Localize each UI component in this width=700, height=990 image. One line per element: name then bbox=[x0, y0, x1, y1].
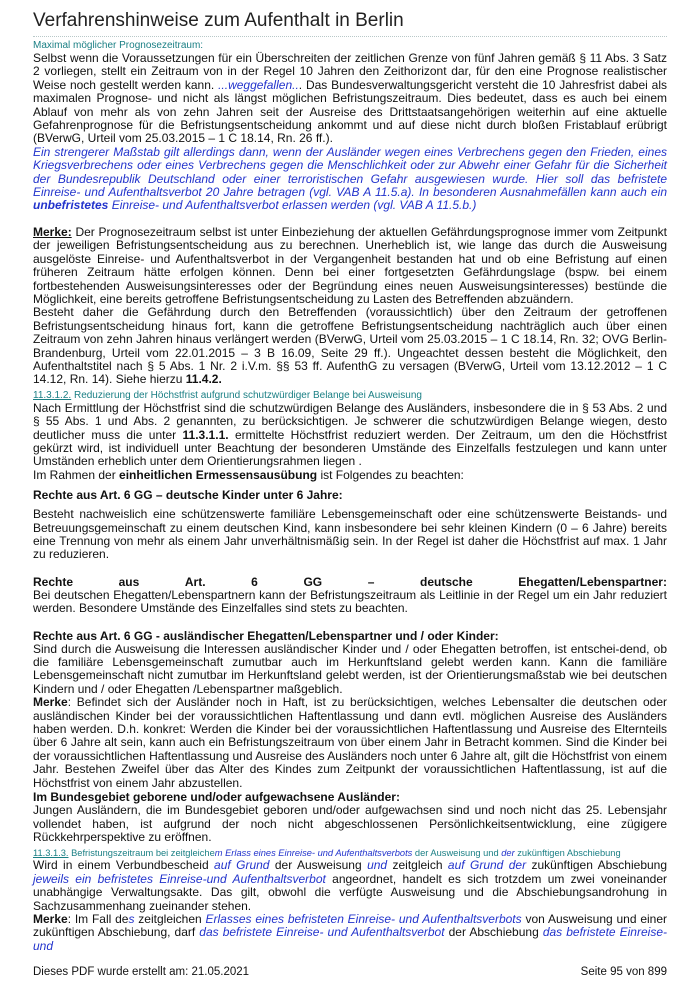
page-footer bbox=[33, 966, 667, 978]
paragraph-deutsche-kinder: Besteht nachweislich eine schützenswerte familiäre Lebensgemeinschaft oder eine schützenswerte Beistands- und Betreuungsgemeinschaft zu einem deutschen Kind, kann insbesondere bei sehr kleinen Kindern (0 – 6 Jahre) bereits eine Trennung von mehr als einem Jahr unverhältnismäßig sein. In der Regel ist daher die Höchstfrist auf max. 1 Jahr zu reduzieren. bbox=[33, 507, 667, 562]
paragraph-strenger-massstab: Ein strengerer Maßstab gilt allerdings dann, wenn der Ausländer wegen eines Verbrechens gegen den Frieden, eines Kriegsverbrechens oder eines Verbrechens gegen die Menschlichkeit oder zur Abwehr einer Gefahr für die Sicherheit der Bundesrepublik Deutschland oder einer terroristischen Gefahr ausgewiesen wurde. Hier soll das befristete Einreise- und Aufenthaltsverbot 20 Jahre betragen (vgl. VAB A 11.5.a). In besonderen Ausnahmefällen kann auch ein unbefristetes Einreise- und Aufenthaltsverbot erlassen werden (vgl. VAB A 11.5.b.) bbox=[33, 144, 667, 213]
section-label-prognosezeitraum: Maximal möglicher Prognosezeitraum: bbox=[33, 40, 204, 51]
heading-deutsche-kinder: Rechte aus Art. 6 GG – deutsche Kinder unter 6 Jahre: bbox=[33, 488, 343, 503]
title-divider bbox=[33, 36, 667, 37]
heading-deutsche-ehegatten: Rechte aus Art. 6 GG – deutsche Ehegatten/Lebenspartner: bbox=[33, 574, 667, 589]
footer-created-date: Dieses PDF wurde erstellt am: 21.05.2021 bbox=[33, 966, 250, 978]
section-heading-11-3-1-2: 11.3.1.2. Reduzierung der Höchstfrist aufgrund schutzwürdiger Belange bei Ausweisung bbox=[33, 389, 422, 401]
paragraph-verbundbescheid: Wird in einem Verbundbescheid auf Grund der Ausweisung und zeitgleich auf Grund der zukünftigen Abschiebung jeweils ein befristetes Einreise-und Aufenthaltsverbot angeordnet, handelt es sich trotzdem um zwei voneinander unabhängige Verwaltungsakte. Das gilt, obwohl die verfügte Ausweisung und die Abschiebungsandrohung in Sachzusammenhang zueinander stehen. bbox=[33, 858, 668, 913]
paragraph-auslaendische-ehegatten: Sind durch die Ausweisung die Interessen ausländischer Kinder und / oder Ehegatten betroffen, ist entschei-dend, ob die familiäre Lebensgemeinschaft zumutbar auch im Herkunftsland gelebt werden kann. Kann die familiäre Lebensgemeinschaft nicht zumutbar im Herkunftsland gelebt werden, ist der Orientierungsmaßstab wie bei deutschen Kindern und / oder Ehegatten /Lebenspartner maßgeblich. bbox=[33, 641, 667, 696]
paragraph-merke-zeitgleich: Merke: Im Fall des zeitgleichen Erlasses eines befristeten Einreise- und Aufenthaltsverbots von Ausweisung und einer zukünftigen Abschiebung, darf das befristete Einreise- und Aufenthaltsverbot der Abschiebung das befristete Einreise- und bbox=[33, 911, 667, 953]
heading-im-bundesgebiet-geboren: Im Bundesgebiet geborene und/oder aufgewachsene Ausländer: bbox=[33, 790, 400, 805]
paragraph-merke-haft: Merke: Befindet sich der Ausländer noch in Haft, ist zu berücksichtigen, welches Lebensalter die deutschen oder ausländischen Kinder bei der voraussichtlichen Haftentlassung und dann evtl. möglichen Ausreise des Ausländers haben werden. D.h. konkret: Werden die Kinder bei der voraussichtlichen Haftentlassung und Ausreise des Elternteils über 6 Jahre alt sein, kann auch ein Befristungszeitraum von über einem Jahr in Betracht kommen. Sind die Kinder bei der voraussichtlichen Haftentlassung und Ausreise des Ausländers noch unter 6 Jahre alt, gilt die Höchstfrist von einem Jahr. Bestehen Zweifel über das Alter des Kindes zum Zeitpunkt der voraussichtlichen Haftentlassung, ist auf die Höchstfrist von einem Jahr abzustellen. bbox=[33, 695, 667, 790]
heading-auslaendische-ehegatten: Rechte aus Art. 6 GG - ausländischer Ehegatten/Lebenspartner und / oder Kinder: bbox=[33, 628, 499, 643]
paragraph-merke-prognose: Merke: Der Prognosezeitraum selbst ist unter Einbeziehung der aktuellen Gefährdungsprognose immer vom Zeitpunkt der jeweiligen Befristungsentscheidung aus zu berechnen. Unerheblich ist, wie lange das durch die Ausweisung ausgelöste Einreise- und Aufenthaltsverbot in der Vergangenheit bestanden hat und ob eine Befristung auf einen früheren Zeitraum hätte erfolgen können. Denn bei einer fortgesetzten Gefährdungslage (bspw. bei einem fortbestehenden Ausweisungsinteresses oder der Begründung eines neuen Ausweisungsinteresses) bestünde die Möglichkeit, eine bereits getroffene Befristungsentscheidung zu Lasten des Betreffenden abzuändern. bbox=[33, 224, 667, 306]
paragraph-junge-auslaender: Jungen Ausländern, die im Bundesgebiet geboren und/oder aufgewachsen sind und noch nicht das 25. Lebensjahr vollendet haben, ist aufgrund der noch nicht abgeschlossenen Persönlichkeitsentwicklung, eine zügigere Rückkehrperspektive zu eröffnen. bbox=[33, 803, 667, 844]
paragraph-hoechstfrist: Nach Ermittlung der Höchstfrist sind die schutzwürdigen Belange des Ausländers, insbesondere die in § 53 Abs. 2 und § 55 Abs. 1 und Abs. 2 genannten, zu berücksichtigen. Je schwerer die schutzwürdigen Belange wiegen, desto deutlicher muss die unter 11.3.1.1. ermittelte Höchstfrist reduziert werden. Der Zeitraum, um den die Höchstfrist gekürzt wird, ist individuell unter Beachtung der besonderen Umstände des Einzelfalls festzulegen und kann unter Umständen erheblich unter dem Orientierungsrahmen liegen . bbox=[33, 400, 668, 469]
paragraph-prognose: Selbst wenn die Voraussetzungen für ein Überschreiten der zeitlichen Grenze von fünf Jahren gemäß § 11 Abs. 3 Satz 2 vorliegen, stellt ein Zeitraum von in der Regel 10 Jahren den Zeithorizont dar, für den eine Prognose realistischer Weise noch gestellt werden kann. ...weggefallen... Das Bundesverwaltungsgericht versteht die 10 Jahresfrist dabei als maximalen Prognose- und nicht als längst möglichen Befristungszeitraum. Dies bedeutet, dass es auch bei einem Ablauf von mehr als von zehn Jahren seit der Ausreise des Drittstaatsangehörigen weiterhin auf eine aktuelle Gefahrenprognose für die Befristungsentscheidung ankommt und auf diese nicht durch bloßen Fristablauf erübrigt (BVerwG, Urteil vom 25.03.2015 – 1 C 18.14, Rn. 26 ff.). bbox=[33, 51, 667, 146]
paragraph-besteht-gefaehrdung: Besteht daher die Gefährdung durch den Betreffenden (voraussichtlich) über den Zeitraum der getroffenen Befristungsentscheidung hinaus fort, kann die getroffene Befristungsentscheidung nachträglich auch über einen Zeitraum von zehn Jahren hinaus verlängert werden (BVerwG, Urteil vom 25.03.2015 – 1 C 18.14, Rn. 32; OVG Berlin-Brandenburg, Urteil vom 22.01.2015 – 3 B 16.09, Seite 29 ff.). Ungeachtet dessen besteht die Möglichkeit, den Aufenthaltstitel nach § 5 Abs. 1 Nr. 2 i.V.m. §§ 53 ff. AufenthG zu versagen (BVerwG, Urteil vom 13.12.2012 – 1 C 14.12, Rn. 14). Siehe hierzu 11.4.2. bbox=[33, 305, 667, 387]
paragraph-ermessen: Im Rahmen der einheitlichen Ermessensausübung ist Folgendes zu beachten: bbox=[33, 467, 464, 482]
paragraph-deutsche-ehegatten: Bei deutschen Ehegatten/Lebenspartnern kann der Befristungszeitraum als Leitlinie in der Regel um ein Jahr reduziert werden. Besondere Umstände des Einzelfalles sind stets zu beachten. bbox=[33, 587, 667, 616]
footer-page-number: Seite 95 von 899 bbox=[580, 966, 667, 978]
page-title: Verfahrenshinweise zum Aufenthalt in Berlin bbox=[33, 10, 404, 31]
section-heading-11-3-1-3: 11.3.1.3. Befristungszeitraum bei zeitgleichem Erlass eines Einreise- und Aufenthaltsverbots der Ausweisung und der zukünftigen Abschiebung bbox=[33, 848, 621, 859]
document-page bbox=[33, 10, 667, 953]
